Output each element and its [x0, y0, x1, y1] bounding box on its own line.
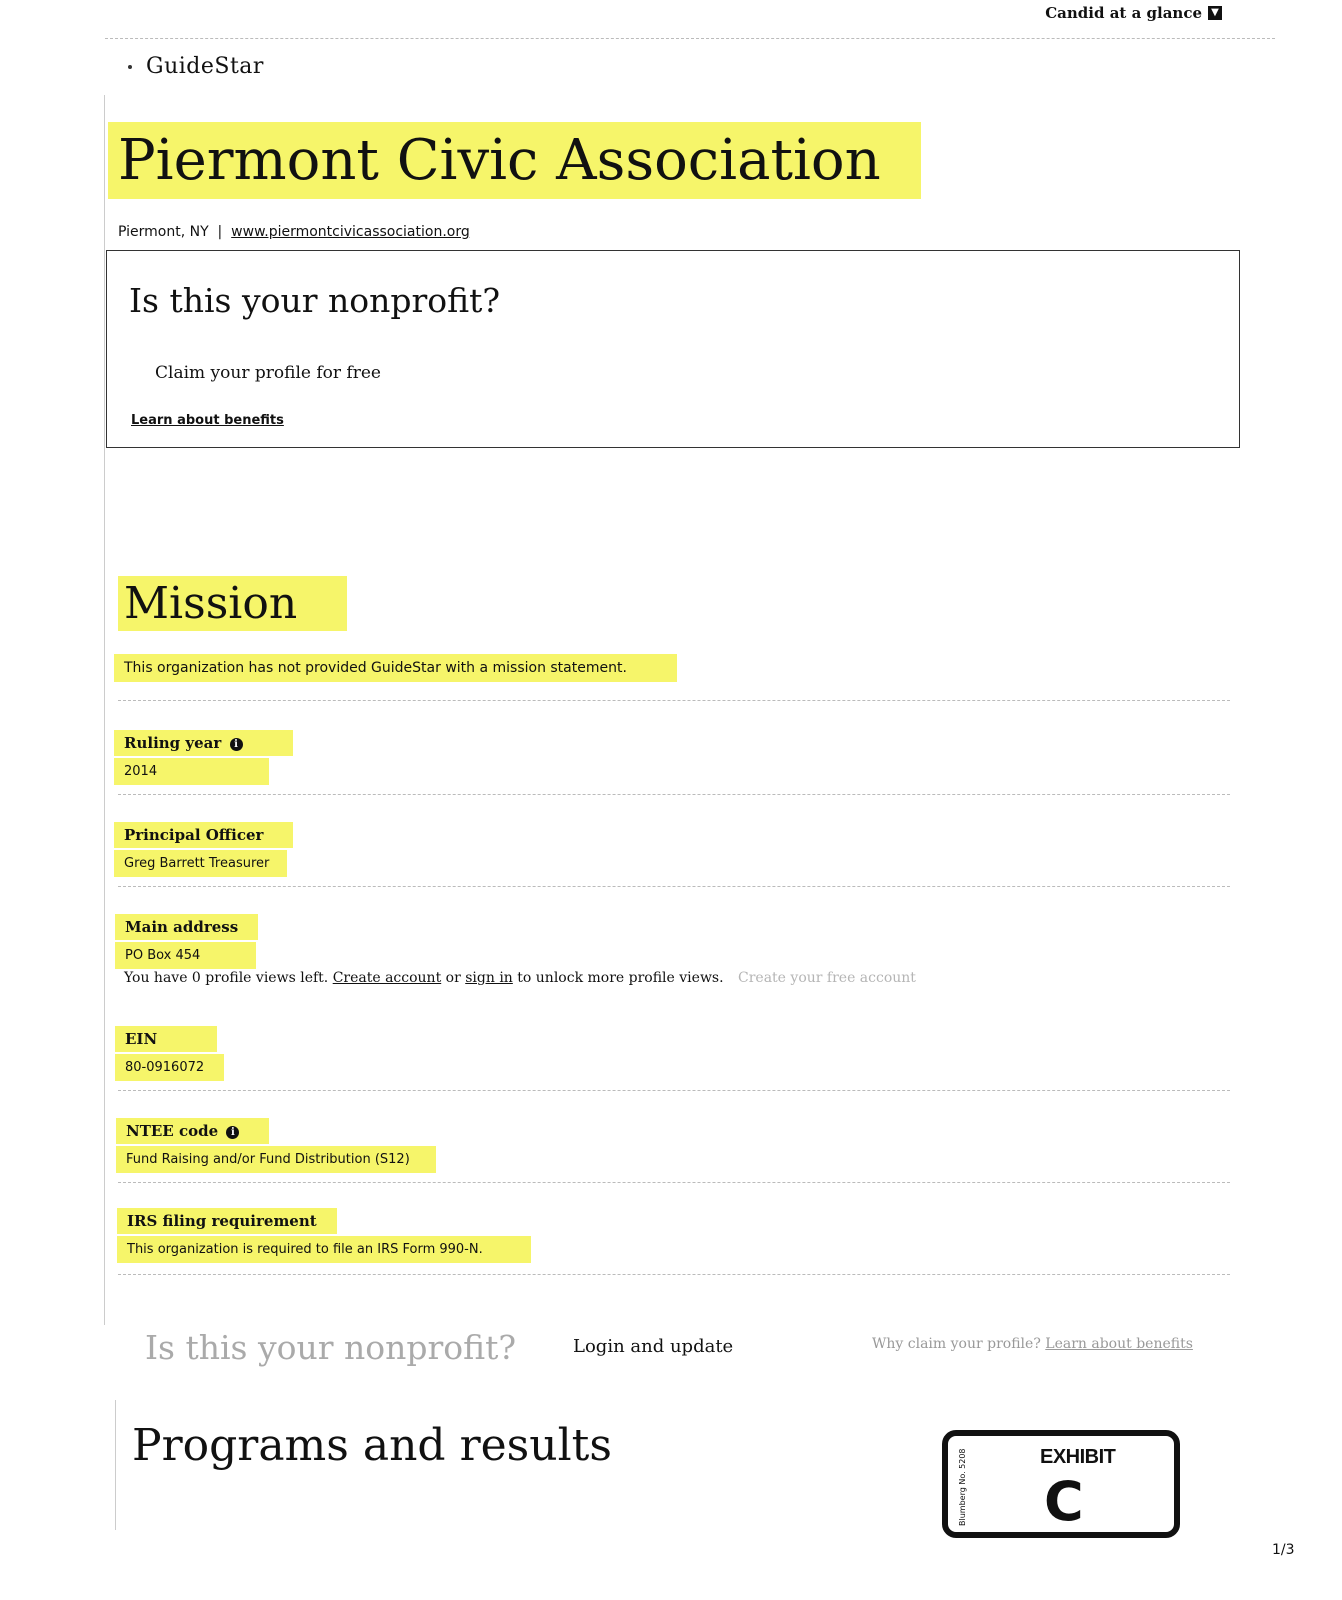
topbar-label: Candid at a glance — [1045, 4, 1202, 22]
mission-heading: Mission — [118, 576, 347, 631]
main-address-field — [115, 914, 258, 969]
divider — [118, 886, 1230, 887]
org-location-line — [118, 224, 470, 240]
irs-label: IRS filing requirement — [117, 1208, 337, 1234]
divider — [118, 1274, 1230, 1275]
location-separator: | — [217, 224, 223, 240]
guidestar-logo[interactable] — [128, 54, 264, 79]
exhibit-word: EXHIBIT — [1040, 1446, 1116, 1468]
claim-subtitle: Claim your profile for free — [155, 363, 381, 383]
org-location: Piermont, NY — [118, 224, 209, 240]
create-free-account-link[interactable]: Create your free account — [738, 970, 916, 986]
sign-in-link[interactable]: sign in — [465, 970, 513, 986]
header-divider — [105, 38, 1275, 39]
page-left-edge — [104, 95, 105, 1325]
claim-profile-box — [106, 250, 1240, 448]
mission-heading-block — [118, 578, 347, 629]
divider — [118, 1182, 1230, 1183]
exhibit-vendor: Blumberg No. 5208 — [958, 1448, 967, 1526]
programs-heading: Programs and results — [132, 1420, 612, 1471]
page-number: 1/3 — [1272, 1542, 1295, 1558]
ruling-year-field — [114, 730, 293, 785]
profile-note-prefix: You have 0 profile views left. — [124, 970, 329, 986]
brand-dot-icon — [128, 65, 132, 69]
chevron-down-icon: ▼ — [1208, 6, 1222, 20]
org-website-link[interactable]: www.piermontcivicassociation.org — [231, 224, 470, 240]
ruling-year-value: 2014 — [114, 758, 269, 785]
org-title-block — [108, 128, 921, 193]
login-and-update-link[interactable]: Login and update — [573, 1336, 734, 1357]
bottom-claim-title: Is this your nonprofit? — [145, 1328, 517, 1367]
profile-note-or: or — [445, 970, 461, 986]
main-address-label: Main address — [115, 914, 258, 940]
exhibit-sticker — [942, 1430, 1180, 1538]
irs-value: This organization is required to file an IRS Form 990-N. — [117, 1236, 531, 1263]
info-icon[interactable]: i — [226, 1126, 239, 1139]
brand-name: GuideStar — [146, 54, 264, 79]
profile-views-notice — [124, 970, 916, 986]
ruling-year-label: Ruling year — [124, 734, 222, 752]
org-title: Piermont Civic Association — [108, 122, 921, 199]
create-account-link[interactable]: Create account — [332, 970, 442, 986]
learn-about-benefits-link[interactable]: Learn about benefits — [131, 413, 284, 428]
ein-value: 80-0916072 — [115, 1054, 224, 1081]
divider — [118, 794, 1230, 795]
bottom-learn-benefits-link[interactable]: Learn about benefits — [1045, 1336, 1193, 1352]
ein-label: EIN — [115, 1026, 217, 1052]
main-address-value: PO Box 454 — [115, 942, 256, 969]
candid-at-a-glance-toggle[interactable] — [1045, 4, 1222, 22]
divider — [118, 700, 1230, 701]
ntee-code-field — [116, 1118, 436, 1173]
principal-officer-label: Principal Officer — [114, 822, 293, 848]
mission-statement — [114, 660, 677, 676]
exhibit-letter: C — [1044, 1470, 1084, 1533]
irs-filing-field — [117, 1208, 531, 1263]
why-claim-text: Why claim your profile? — [872, 1336, 1041, 1352]
principal-officer-value: Greg Barrett Treasurer — [114, 850, 287, 877]
ntee-label: NTEE code — [126, 1122, 219, 1140]
section-left-edge — [115, 1400, 116, 1530]
divider — [118, 1090, 1230, 1091]
info-icon[interactable]: i — [230, 738, 243, 751]
why-claim-line — [872, 1336, 1193, 1352]
ntee-value: Fund Raising and/or Fund Distribution (S12) — [116, 1146, 436, 1173]
mission-text: This organization has not provided GuideStar with a mission statement. — [114, 654, 677, 682]
profile-note-suffix: to unlock more profile views. — [517, 970, 724, 986]
principal-officer-field — [114, 822, 293, 877]
claim-title: Is this your nonprofit? — [129, 281, 501, 320]
ein-field — [115, 1026, 224, 1081]
